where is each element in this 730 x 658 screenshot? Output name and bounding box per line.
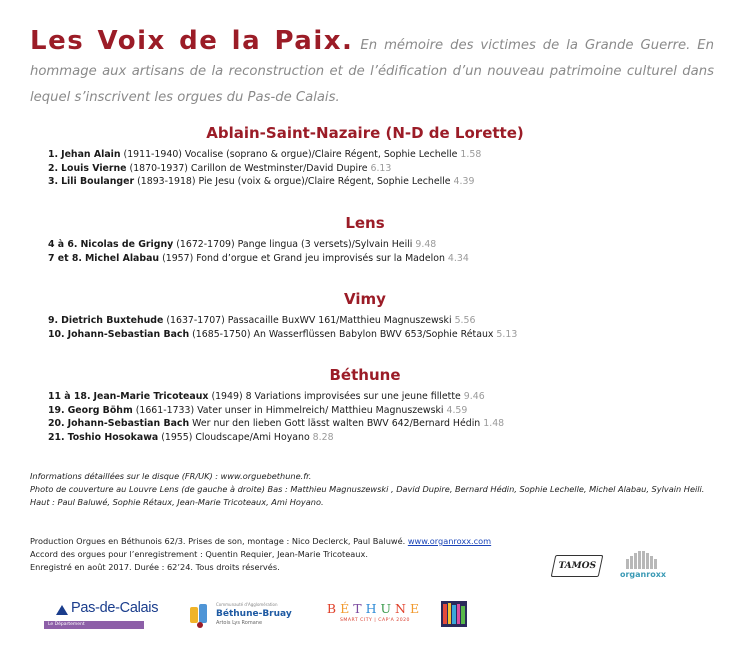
bb-pre: Communauté d'Agglomération [216, 602, 278, 607]
bb-sub: Artois Lys Romane [216, 620, 263, 626]
track-item [48, 148, 730, 162]
production-text: Production Orgues en Béthunois 62/3. Prises de son, montage : Nico Declerck, Paul Baluwé. [30, 536, 406, 546]
track-list [0, 148, 730, 189]
bethune-name: BÉTHUNE [326, 601, 424, 616]
section-bethune [0, 366, 730, 444]
track-details: (1637-1707) Passacaille BuxWV 161/Matthieu Magnuszewski [166, 315, 452, 326]
track-list [0, 238, 730, 265]
track-item [48, 417, 730, 431]
track-number: 21. [48, 431, 65, 443]
pdc-name: Pas-de-Calais [71, 600, 159, 616]
books-icon [441, 601, 467, 627]
track-number: 9. [48, 315, 59, 326]
track-composer: Toshio Hosokawa [67, 431, 159, 443]
section-vimy [0, 290, 730, 341]
section-ablain [0, 124, 730, 189]
track-item [48, 390, 730, 404]
track-number: 10. [48, 328, 65, 340]
city-heading: Vimy [344, 290, 386, 308]
bethune-bruay-logo [186, 600, 306, 630]
track-number: 20. [48, 418, 65, 429]
intro-paragraph [30, 28, 714, 111]
track-details: (1893-1918) Pie Jesu (voix & orgue)/Claire Régent, Sophie Lechelle [137, 176, 451, 187]
bethune-bruay-emblem-icon [186, 601, 214, 629]
city-heading: Ablain-Saint-Nazaire (N-D de Lorette) [206, 124, 524, 142]
track-item [48, 238, 730, 252]
track-details: (1911-1940) Vocalise (soprano & orgue)/Claire Régent, Sophie Lechelle [123, 149, 458, 160]
track-composer: Michel Alabau [84, 252, 160, 264]
intro-text: En mémoire des victimes de la Grande Guerre. En hommage aux artisans de la reconstruction et de l’édification d’un nouveau patrimoine culturel dans lequel s’inscrivent les orgues du Pas-de Calais. [30, 38, 714, 105]
track-number: 4 à 6. [48, 239, 78, 250]
track-composer: Dietrich Buxtehude [61, 315, 164, 326]
pdc-tag: Le Département [48, 622, 85, 627]
track-duration: 5.56 [454, 315, 476, 326]
credits-photo: Photo de couverture au Louvre Lens (de gauche à droite) Bas : Matthieu Magnuszewski , David Dupire, Bernard Hédin, Sophie Lechelle, Michel Alabau, Sylvain Heili. Haut : Paul Baluwé, Sophie Rétaux, Jean-Marie Tricoteaux, Ami Hoyano. [30, 484, 705, 507]
track-duration: 4.34 [447, 252, 469, 264]
track-item [48, 314, 730, 328]
track-item [48, 252, 730, 266]
track-details: (1661-1733) Vater unser in Himmelreich/ Matthieu Magnuszewski [135, 404, 444, 416]
track-item [48, 328, 730, 342]
track-number: 3. [48, 176, 59, 187]
album-title: Les Voix de la Paix. [30, 26, 354, 56]
city-heading: Béthune [329, 366, 401, 384]
city-heading: Lens [345, 214, 385, 232]
organroxx-label: organroxx [619, 570, 667, 579]
track-duration: 4.59 [446, 404, 468, 416]
track-list [0, 390, 730, 444]
track-duration: 9.46 [463, 391, 485, 402]
track-duration: 1.58 [460, 149, 482, 160]
organroxx-logo [612, 551, 674, 581]
track-number: 7 et 8. [48, 252, 82, 264]
triangle-icon [56, 605, 68, 615]
track-duration: 1.48 [483, 418, 505, 429]
track-composer: Lili Boulanger [61, 176, 135, 187]
track-details: (1955) Cloudscape/Ami Hoyano [161, 431, 310, 443]
track-item [48, 404, 730, 418]
track-duration: 6.13 [370, 162, 392, 174]
bethune-sub: SMART CITY | CAP'A 2020 [340, 618, 410, 623]
track-composer: Nicolas de Grigny [80, 239, 174, 250]
section-lens [0, 214, 730, 265]
track-duration: 8.28 [312, 431, 334, 443]
track-number: 1. [48, 149, 59, 160]
track-duration: 5.13 [496, 328, 518, 340]
track-list [0, 314, 730, 341]
bethune-logo [316, 600, 434, 630]
track-composer: Georg Böhm [67, 404, 133, 416]
track-item [48, 175, 730, 189]
track-number: 11 à 18. [48, 391, 91, 402]
tamos-logo: TAMOS [551, 555, 604, 577]
track-details: (1870-1937) Carillon de Westminster/David Dupire [129, 162, 368, 174]
track-item [48, 431, 730, 445]
pas-de-calais-logo [44, 600, 172, 630]
credits-info: Informations détaillées sur le disque (FR/UK) : www.orguebethune.fr. [30, 471, 312, 481]
track-details: (1957) Fond d’orgue et Grand jeu improvisés sur la Madelon [162, 252, 445, 264]
tuning-line: Accord des orgues pour l’enregistrement : Quentin Requier, Jean-Marie Tricoteaux. [30, 549, 368, 559]
track-details: (1685-1750) An Wasserflüssen Babylon BWV 653/Sophie Rétaux [192, 328, 494, 340]
production-line [30, 535, 690, 548]
organroxx-link[interactable]: www.organroxx.com [407, 536, 492, 546]
track-composer: Johann-Sebastian Bach [67, 418, 190, 429]
bb-name: Béthune-Bruay [216, 609, 292, 619]
track-item [48, 162, 730, 176]
track-number: 2. [48, 162, 59, 174]
track-composer: Louis Vierne [61, 162, 127, 174]
organ-pipes-icon [612, 551, 674, 569]
track-duration: 9.48 [415, 239, 437, 250]
recorded-line: Enregistré en août 2017. Durée : 62’24. Tous droits réservés. [30, 562, 280, 572]
track-composer: Jehan Alain [61, 149, 121, 160]
track-duration: 4.39 [453, 176, 475, 187]
track-details: (1672-1709) Pange lingua (3 versets)/Sylvain Heili [176, 239, 413, 250]
track-composer: Jean-Marie Tricoteaux [93, 391, 209, 402]
track-number: 19. [48, 404, 65, 416]
credits-block [30, 470, 720, 509]
track-details: (1949) 8 Variations improvisées sur une jeune fillette [211, 391, 461, 402]
track-details: Wer nur den lieben Gott lässt walten BWV 642/Bernard Hédin [192, 418, 481, 429]
track-composer: Johann-Sebastian Bach [67, 328, 190, 340]
